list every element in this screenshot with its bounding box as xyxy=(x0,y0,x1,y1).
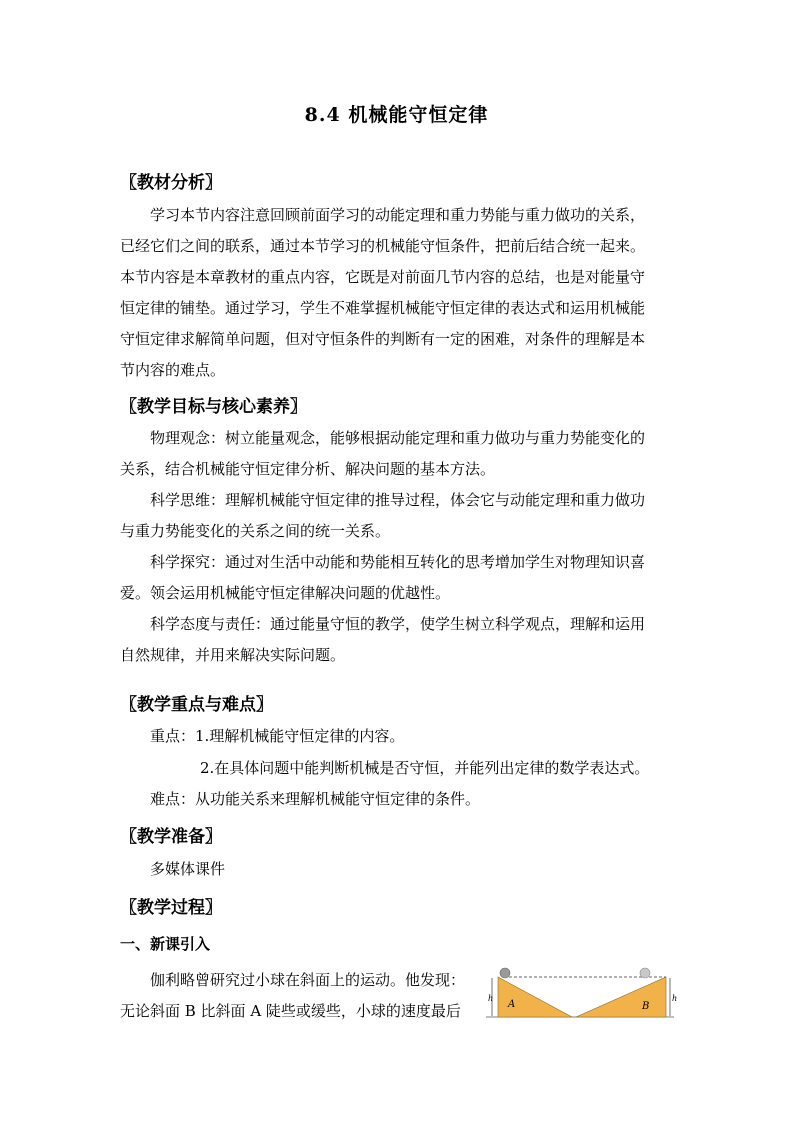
subsection-heading: 一、新课引入 xyxy=(120,935,211,953)
paragraph-line: 爱。领会运用机械能守恒定律解决问题的优越性。 xyxy=(120,584,451,602)
paragraph-line: 2.在具体问题中能判断机械是否守恒，并能列出定律的数学表达式。 xyxy=(200,759,650,777)
section-heading-key-points: 〖教学重点与难点〗 xyxy=(120,695,273,715)
section-heading-process: 〖教学过程〗 xyxy=(120,898,222,918)
paragraph-line: 关系，结合机械能守恒定律分析、解决问题的基本方法。 xyxy=(120,460,496,478)
paragraph-line: 多媒体课件 xyxy=(150,860,226,878)
ball-right-icon xyxy=(640,968,650,978)
paragraph-line: 科学思维：理解机械能守恒定律的推导过程，体会它与动能定理和重力做功 xyxy=(150,491,646,509)
section-heading-preparation: 〖教学准备〗 xyxy=(120,827,222,847)
paragraph-line: 伽利略曾研究过小球在斜面上的运动。他发现： xyxy=(150,971,466,989)
page-title: 8.4 机械能守恒定律 xyxy=(304,104,489,126)
paragraph-line: 学习本节内容注意回顾前面学习的动能定理和重力势能与重力做功的关系， xyxy=(150,206,646,224)
paragraph-line: 节内容的难点。 xyxy=(120,361,226,379)
slope-a-shape xyxy=(498,977,572,1017)
paragraph-line: 科学探究：通过对生活中动能和势能相互转化的思考增加学生对物理知识喜 xyxy=(150,553,646,571)
paragraph-line: 科学态度与责任：通过能量守恒的教学，使学生树立科学观点，理解和运用 xyxy=(150,615,646,633)
paragraph-line: 自然规律，并用来解决实际问题。 xyxy=(120,646,346,664)
inclined-plane-figure xyxy=(484,965,676,1023)
slope-label-b: B xyxy=(642,1001,650,1012)
ball-left-icon xyxy=(500,968,510,978)
paragraph-line: 难点：从功能关系来理解机械能守恒定律的条件。 xyxy=(150,790,481,808)
section-heading-goals: 〖教学目标与核心素养〗 xyxy=(120,397,307,417)
height-label-left: h xyxy=(488,994,494,1003)
paragraph-line: 物理观念：树立能量观念，能够根据动能定理和重力做功与重力势能变化的 xyxy=(150,429,646,447)
paragraph-line: 已经它们之间的联系，通过本节学习的机械能守恒条件，把前后结合统一起来。 xyxy=(120,237,646,255)
paragraph-line: 守恒定律求解简单问题，但对守恒条件的判断有一定的困难，对条件的理解是本 xyxy=(120,330,646,348)
slope-label-a: A xyxy=(508,999,516,1010)
paragraph-line: 恒定律的铺垫。通过学习，学生不难掌握机械能守恒定律的表达式和运用机械能 xyxy=(120,299,646,317)
paragraph-line: 与重力势能变化的关系之间的统一关系。 xyxy=(120,522,391,540)
section-heading-analysis: 〖教材分析〗 xyxy=(120,173,222,193)
paragraph-line: 无论斜面 B 比斜面 A 陡些或缓些，小球的速度最后 xyxy=(120,1002,461,1020)
paragraph-line: 重点：1.理解机械能守恒定律的内容。 xyxy=(150,727,405,745)
paragraph-line: 本节内容是本章教材的重点内容，它既是对前面几节内容的总结，也是对能量守 xyxy=(120,268,646,286)
height-label-right: h xyxy=(672,994,678,1003)
slope-b-shape xyxy=(576,977,666,1017)
